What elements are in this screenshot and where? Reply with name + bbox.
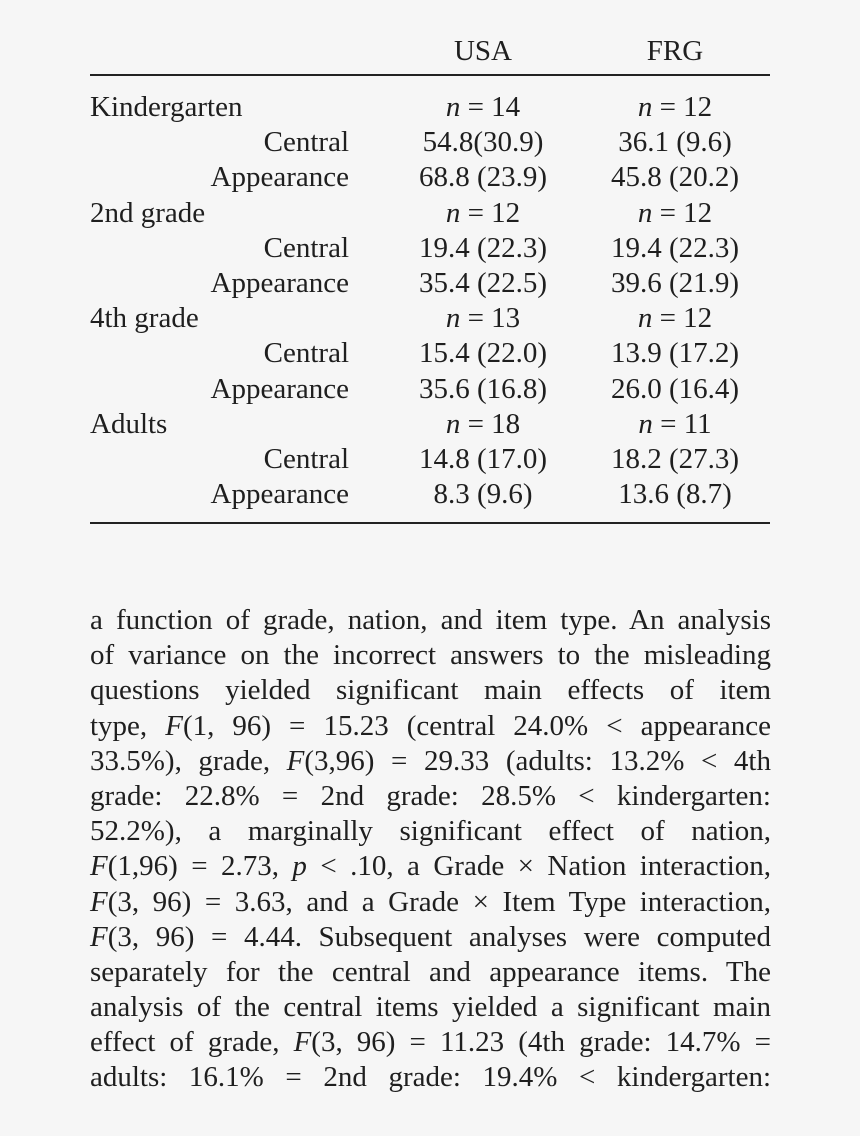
n-equals: = [460, 91, 492, 123]
table-bottom-rule [90, 522, 770, 524]
item-type-label: Central [263, 442, 349, 475]
n-usa [393, 90, 573, 125]
n-value: 18 [491, 407, 521, 440]
column-header-frg: FRG [646, 35, 704, 67]
n-symbol: n [445, 407, 461, 440]
n-usa [393, 301, 573, 336]
paragraph-line: questions yielded significant main effects of item [90, 674, 771, 707]
cell-frg: 45.8 (20.2) [610, 161, 740, 194]
n-symbol: n [637, 302, 653, 335]
paragraph-line: analysis of the central items yielded a significant main [90, 991, 771, 1024]
table-row-group [90, 196, 770, 231]
cell-frg: 39.6 (21.9) [610, 266, 740, 299]
cell-frg: 18.2 (27.3) [610, 442, 740, 475]
n-usa [393, 407, 573, 442]
cell-frg: 26.0 (16.4) [610, 372, 740, 405]
paragraph-line: F(3, 96) = 3.63, and a Grade × Item Type interaction, [90, 885, 771, 918]
table-row-group [90, 301, 770, 336]
group-label: Adults [90, 407, 168, 440]
n-equals: = [460, 407, 492, 440]
n-symbol: n [637, 196, 653, 229]
results-table [90, 30, 770, 524]
item-type-label: Appearance [210, 478, 349, 511]
item-type-label: Central [263, 126, 349, 159]
paragraph-line: separately for the central and appearance items. The [90, 955, 771, 988]
cell-usa: 35.6 (16.8) [418, 372, 548, 405]
cell-frg: 36.1 (9.6) [618, 126, 732, 159]
n-value: 12 [683, 196, 713, 229]
column-header-usa: USA [453, 35, 512, 67]
cell-usa: 15.4 (22.0) [418, 337, 548, 370]
body-paragraph [90, 603, 771, 1096]
paragraph-line: 52.2%), a marginally significant effect of nation, [90, 815, 771, 848]
cell-usa: 19.4 (22.3) [418, 231, 548, 264]
table-row [90, 231, 770, 266]
table-row [90, 125, 770, 160]
paragraph-line: grade: 22.8% = 2nd grade: 28.5% < kindergarten: [90, 779, 771, 812]
n-symbol: n [637, 91, 653, 123]
n-equals: = [652, 196, 684, 229]
n-frg [585, 196, 765, 231]
cell-usa: 54.8(30.9) [422, 126, 544, 159]
n-value: 12 [491, 196, 521, 229]
n-equals: = [652, 407, 684, 440]
item-type-label: Appearance [210, 161, 349, 194]
table-body [90, 76, 770, 512]
table-row [90, 442, 770, 477]
item-type-label: Appearance [210, 372, 349, 405]
n-symbol: n [638, 407, 653, 440]
table-row-group [90, 90, 770, 125]
cell-usa: 68.8 (23.9) [418, 161, 548, 194]
n-symbol: n [445, 91, 461, 123]
cell-usa: 8.3 (9.6) [433, 478, 533, 511]
paragraph-line: type, F(1, 96) = 15.23 (central 24.0% < appearance [90, 709, 771, 742]
n-value: 12 [683, 302, 713, 335]
cell-frg: 13.9 (17.2) [610, 337, 740, 370]
table-row [90, 266, 770, 301]
table-row [90, 477, 770, 512]
paragraph-line: adults: 16.1% = 2nd grade: 19.4% < kindergarten: [90, 1061, 771, 1094]
n-equals: = [460, 302, 492, 335]
paragraph-line: F(1,96) = 2.73, p < .10, a Grade × Nation interaction, [90, 850, 772, 883]
n-equals: = [460, 196, 492, 229]
n-symbol: n [445, 196, 461, 229]
group-label: Kindergarten [90, 91, 243, 123]
cell-usa: 35.4 (22.5) [418, 266, 548, 299]
n-value: 11 [683, 407, 712, 440]
item-type-label: Central [263, 337, 349, 370]
n-value: 13 [491, 302, 521, 335]
item-type-label: Central [263, 231, 349, 264]
group-label: 4th grade [90, 302, 199, 335]
n-frg [585, 407, 765, 442]
n-value: 12 [683, 91, 713, 123]
n-equals: = [652, 91, 684, 123]
n-usa [393, 196, 573, 231]
cell-frg: 13.6 (8.7) [618, 478, 732, 511]
table-row [90, 336, 770, 371]
table-row-group [90, 407, 770, 442]
n-equals: = [652, 302, 684, 335]
paragraph-line: a function of grade, nation, and item type. An analysis [90, 604, 771, 636]
table-row [90, 372, 770, 407]
item-type-label: Appearance [210, 266, 349, 299]
table-row [90, 160, 770, 195]
group-label: 2nd grade [90, 196, 206, 229]
cell-usa: 14.8 (17.0) [418, 442, 548, 475]
paragraph-line: 33.5%), grade, F(3,96) = 29.33 (adults: 13.2% < 4th [90, 744, 771, 777]
paragraph-line: effect of grade, F(3, 96) = 11.23 (4th grade: 14.7% = [90, 1026, 771, 1059]
table-header [90, 30, 770, 74]
n-frg [585, 301, 765, 336]
paragraph-line: F(3, 96) = 4.44. Subsequent analyses were computed [90, 920, 771, 953]
n-value: 14 [491, 91, 521, 123]
paragraph-line: of variance on the incorrect answers to the misleading [90, 639, 771, 672]
n-frg [585, 90, 765, 125]
n-symbol: n [445, 302, 461, 335]
cell-frg: 19.4 (22.3) [610, 231, 740, 264]
